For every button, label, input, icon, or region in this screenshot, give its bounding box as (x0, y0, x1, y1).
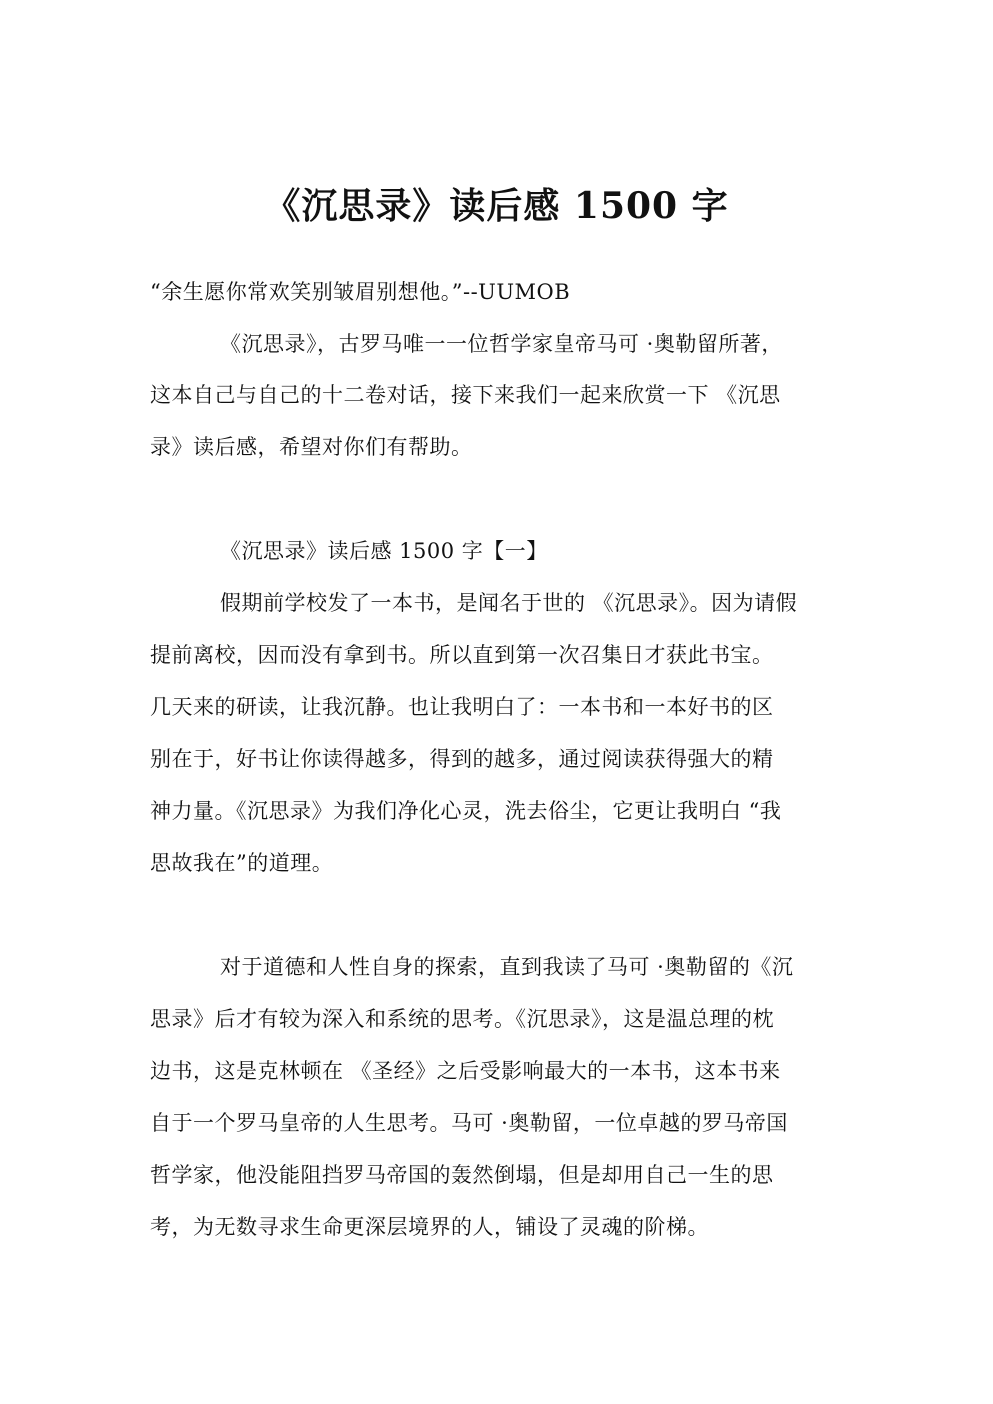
document-title: 《沉思录》读后感 1500 字 (264, 185, 729, 227)
paragraph-line: 边书，这是克林顿在 《圣经》之后受影响最大的一本书，这本书来 (150, 1059, 781, 1083)
intro-line: 这本自己与自己的十二卷对话，接下来我们一起来欣赏一下 《沉思 (150, 383, 781, 407)
epigraph: “余生愿你常欢笑别皱眉别想他。”--UUMOB (150, 280, 571, 304)
paragraph-line: 神力量。《沉思录》为我们净化心灵，洗去俗尘，它更让我明白 “我 (150, 799, 782, 823)
paragraph-line: 假期前学校发了一本书，是闻名于世的 《沉思录》。因为请假 (220, 591, 798, 615)
paragraph-line: 考，为无数寻求生命更深层境界的人，铺设了灵魂的阶梯。 (150, 1215, 709, 1239)
paragraph-line: 自于一个罗马皇帝的人生思考。马可 ·奥勒留，一位卓越的罗马帝国 (150, 1111, 788, 1135)
paragraph-line: 提前离校，因而没有拿到书。所以直到第一次召集日才获此书宝。 (150, 643, 774, 667)
paragraph-line: 几天来的研读，让我沉静。也让我明白了：一本书和一本好书的区 (150, 695, 774, 719)
section-heading: 《沉思录》读后感 1500 字【一】 (220, 539, 548, 563)
paragraph-line: 思录》后才有较为深入和系统的思考。《沉思录》，这是温总理的枕 (150, 1007, 774, 1031)
paragraph-line: 别在于，好书让你读得越多，得到的越多，通过阅读获得强大的精 (150, 747, 774, 771)
paragraph-line: 对于道德和人性自身的探索，直到我读了马可 ·奥勒留的《沉 (220, 955, 794, 979)
intro-line: 录》读后感，希望对你们有帮助。 (150, 435, 473, 459)
paragraph-line: 思故我在”的道理。 (150, 851, 334, 875)
paragraph-line: 哲学家，他没能阻挡罗马帝国的轰然倒塌，但是却用自己一生的思 (150, 1163, 774, 1187)
intro-line: 《沉思录》，古罗马唯一一位哲学家皇帝马可 ·奥勒留所著， (220, 332, 783, 356)
